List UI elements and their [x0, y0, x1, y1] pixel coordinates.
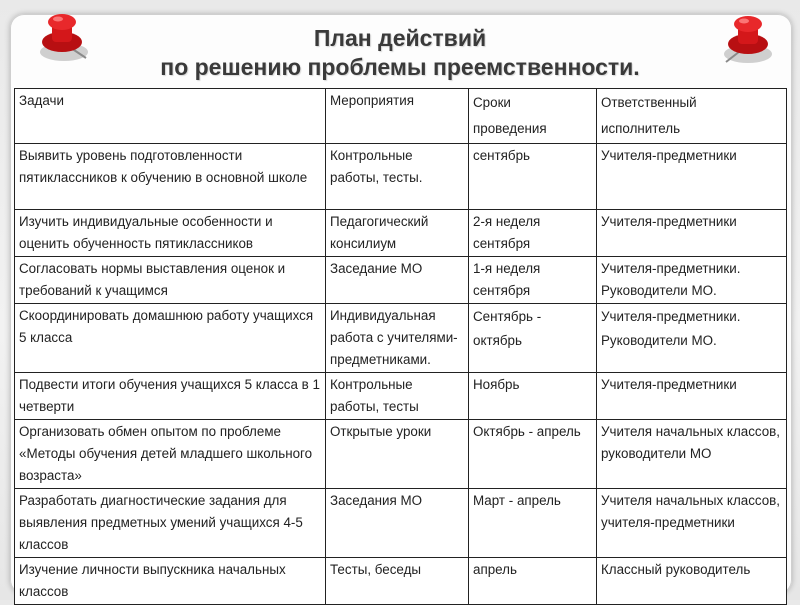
timing-cell: апрель [469, 558, 597, 605]
event-cell: Педагогический консилиум [326, 210, 469, 257]
responsible-cell: Учителя-предметники. Руководители МО. [597, 304, 787, 373]
timing-cell: 2-я неделя сентября [469, 210, 597, 257]
task-cell: Выявить уровень подготовленности пятиклассников к обучению в основной школе [15, 144, 326, 210]
action-plan-table [14, 88, 787, 605]
task-cell: Согласовать нормы выставления оценок и требований к учащимся [15, 257, 326, 304]
event-cell: Заседание МО [326, 257, 469, 304]
header-responsible-line2: исполнитель [601, 121, 681, 136]
responsible-cell: Учителя начальных классов, руководители МО [597, 420, 787, 489]
header-timing-line2: проведения [473, 121, 547, 136]
timing-cell: сентябрь [469, 144, 597, 210]
responsible-cell: Учителя-предметники [597, 210, 787, 257]
header-timing-line1: Сроки [473, 95, 511, 110]
responsible-cell: Учителя-предметники. Руководители МО. [597, 257, 787, 304]
event-cell: Индивидуальная работа с учителями-предметниками. [326, 304, 469, 373]
header-responsible [597, 89, 787, 144]
slide-title [0, 24, 800, 82]
timing-cell: Сентябрь - октябрь [469, 304, 597, 373]
header-tasks: Задачи [15, 89, 326, 144]
event-cell: Контрольные работы, тесты. [326, 144, 469, 210]
table-row [15, 558, 787, 605]
table-row [15, 257, 787, 304]
task-cell: Подвести итоги обучения учащихся 5 класса в 1 четверти [15, 373, 326, 420]
task-cell: Разработать диагностические задания для выявления предметных умений учащихся 4-5 классов [15, 489, 326, 558]
header-events: Мероприятия [326, 89, 469, 144]
table-row [15, 420, 787, 489]
timing-cell: Октябрь - апрель [469, 420, 597, 489]
task-cell: Скоординировать домашнюю работу учащихся 5 класса [15, 304, 326, 373]
table-row [15, 210, 787, 257]
table-header-row [15, 89, 787, 144]
event-cell: Открытые уроки [326, 420, 469, 489]
header-responsible-line1: Ответственный [601, 95, 697, 110]
table-row [15, 489, 787, 558]
responsible-cell: Учителя-предметники [597, 144, 787, 210]
responsible-cell: Учителя-предметники [597, 373, 787, 420]
timing-cell: Ноябрь [469, 373, 597, 420]
table-row [15, 373, 787, 420]
timing-cell: Март - апрель [469, 489, 597, 558]
responsible-cell: Учителя начальных классов, учителя-предметники [597, 489, 787, 558]
event-cell: Контрольные работы, тесты [326, 373, 469, 420]
table-row [15, 304, 787, 373]
task-cell: Изучение личности выпускника начальных классов [15, 558, 326, 605]
event-cell: Заседания МО [326, 489, 469, 558]
event-cell: Тесты, беседы [326, 558, 469, 605]
title-line-1: План действий [313, 25, 487, 51]
table-row [15, 144, 787, 210]
header-timing [469, 89, 597, 144]
title-line-2: по решению проблемы преемственности. [160, 54, 640, 80]
task-cell: Изучить индивидуальные особенности и оценить обученность пятиклассников [15, 210, 326, 257]
responsible-cell: Классный руководитель [597, 558, 787, 605]
task-cell: Организовать обмен опытом по проблеме «Методы обучения детей младшего школьного возраста» [15, 420, 326, 489]
timing-cell: 1-я неделя сентября [469, 257, 597, 304]
